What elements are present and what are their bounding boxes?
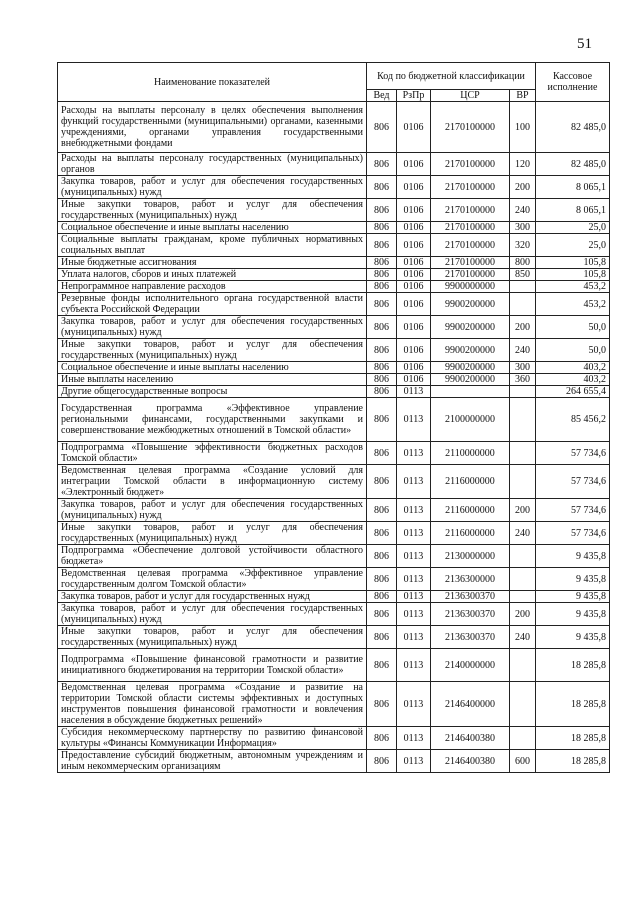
table-row	[58, 603, 610, 626]
rzpr-cell: 0106	[397, 153, 431, 176]
table-row	[58, 682, 610, 727]
vr-cell: 200	[510, 603, 536, 626]
ved-cell: 806	[367, 234, 397, 257]
vr-cell	[510, 281, 536, 293]
amount-cell: 82 485,0	[536, 102, 610, 153]
table-row	[58, 222, 610, 234]
csr-cell: 9900200000	[431, 339, 510, 362]
rzpr-cell: 0106	[397, 176, 431, 199]
row-name-cell: Ведомственная целевая программа «Создание условий для интеграции Томской области в информационную систему «Электронный бюджет»	[58, 465, 367, 499]
csr-cell: 2170100000	[431, 102, 510, 153]
rzpr-cell: 0106	[397, 102, 431, 153]
ved-cell: 806	[367, 316, 397, 339]
rzpr-cell: 0106	[397, 281, 431, 293]
row-name-cell: Закупка товаров, работ и услуг для обеспечения государственных (муниципальных) нужд	[58, 316, 367, 339]
vr-cell: 240	[510, 522, 536, 545]
amount-cell: 264 655,4	[536, 386, 610, 398]
row-name-cell: Ведомственная целевая программа «Создание и развитие на территории Томской области системы эффективных и доступных инструментов повышения финансовой грамотности и вовлечения населения в обсуждение бюджетных решений»	[58, 682, 367, 727]
row-name-cell: Иные бюджетные ассигнования	[58, 257, 367, 269]
csr-cell: 2136300000	[431, 568, 510, 591]
table-row	[58, 234, 610, 257]
ved-cell: 806	[367, 257, 397, 269]
rzpr-cell: 0113	[397, 682, 431, 727]
ved-cell: 806	[367, 750, 397, 773]
rzpr-cell: 0113	[397, 649, 431, 682]
amount-cell: 50,0	[536, 339, 610, 362]
vr-cell	[510, 545, 536, 568]
amount-cell: 18 285,8	[536, 750, 610, 773]
csr-cell: 2170100000	[431, 234, 510, 257]
header-csr: ЦСР	[431, 90, 510, 102]
csr-cell: 2146400380	[431, 727, 510, 750]
csr-cell: 9900000000	[431, 281, 510, 293]
row-name-cell: Другие общегосударственные вопросы	[58, 386, 367, 398]
row-name-cell: Подпрограмма «Повышение эффективности бюджетных расходов Томской области»	[58, 442, 367, 465]
csr-cell: 2136300370	[431, 626, 510, 649]
vr-cell	[510, 442, 536, 465]
amount-cell: 50,0	[536, 316, 610, 339]
amount-cell: 82 485,0	[536, 153, 610, 176]
csr-cell: 2130000000	[431, 545, 510, 568]
vr-cell: 200	[510, 499, 536, 522]
row-name-cell: Социальное обеспечение и иные выплаты населению	[58, 362, 367, 374]
vr-cell: 240	[510, 339, 536, 362]
rzpr-cell: 0113	[397, 727, 431, 750]
rzpr-cell: 0106	[397, 222, 431, 234]
amount-cell: 8 065,1	[536, 199, 610, 222]
ved-cell: 806	[367, 153, 397, 176]
vr-cell: 300	[510, 222, 536, 234]
amount-cell: 105,8	[536, 269, 610, 281]
table-row	[58, 545, 610, 568]
vr-cell: 800	[510, 257, 536, 269]
ved-cell: 806	[367, 603, 397, 626]
ved-cell: 806	[367, 591, 397, 603]
table-row	[58, 442, 610, 465]
vr-cell	[510, 727, 536, 750]
amount-cell: 57 734,6	[536, 442, 610, 465]
vr-cell: 850	[510, 269, 536, 281]
row-name-cell: Ведомственная целевая программа «Эффективное управление государственным долгом Томской области»	[58, 568, 367, 591]
rzpr-cell: 0113	[397, 591, 431, 603]
csr-cell: 2170100000	[431, 257, 510, 269]
vr-cell	[510, 682, 536, 727]
amount-cell: 403,2	[536, 374, 610, 386]
amount-cell: 18 285,8	[536, 682, 610, 727]
rzpr-cell: 0113	[397, 465, 431, 499]
ved-cell: 806	[367, 682, 397, 727]
csr-cell: 2136300370	[431, 591, 510, 603]
vr-cell: 240	[510, 626, 536, 649]
ved-cell: 806	[367, 199, 397, 222]
vr-cell	[510, 398, 536, 442]
ved-cell: 806	[367, 442, 397, 465]
table-row	[58, 398, 610, 442]
row-name-cell: Подпрограмма «Обеспечение долговой устойчивости областного бюджета»	[58, 545, 367, 568]
amount-cell: 57 734,6	[536, 522, 610, 545]
vr-cell: 200	[510, 176, 536, 199]
rzpr-cell: 0106	[397, 234, 431, 257]
ved-cell: 806	[367, 522, 397, 545]
table-row	[58, 281, 610, 293]
csr-cell: 2170100000	[431, 269, 510, 281]
header-rzpr: РзПр	[397, 90, 431, 102]
amount-cell: 8 065,1	[536, 176, 610, 199]
csr-cell: 2170100000	[431, 176, 510, 199]
csr-cell: 2100000000	[431, 398, 510, 442]
row-name-cell: Социальные выплаты гражданам, кроме публичных нормативных социальных выплат	[58, 234, 367, 257]
rzpr-cell: 0106	[397, 339, 431, 362]
ved-cell: 806	[367, 293, 397, 316]
csr-cell: 2116000000	[431, 465, 510, 499]
vr-cell: 600	[510, 750, 536, 773]
row-name-cell: Закупка товаров, работ и услуг для обеспечения государственных (муниципальных) нужд	[58, 176, 367, 199]
row-name-cell: Расходы на выплаты персоналу государственных (муниципальных) органов	[58, 153, 367, 176]
ved-cell: 806	[367, 626, 397, 649]
vr-cell: 200	[510, 316, 536, 339]
amount-cell: 403,2	[536, 362, 610, 374]
ved-cell: 806	[367, 386, 397, 398]
row-name-cell: Иные закупки товаров, работ и услуг для обеспечения государственных (муниципальных) нужд	[58, 199, 367, 222]
csr-cell: 2170100000	[431, 153, 510, 176]
table-row	[58, 522, 610, 545]
vr-cell	[510, 293, 536, 316]
ved-cell: 806	[367, 499, 397, 522]
table-row	[58, 386, 610, 398]
table-row	[58, 362, 610, 374]
row-name-cell: Уплата налогов, сборов и иных платежей	[58, 269, 367, 281]
table-row	[58, 465, 610, 499]
ved-cell: 806	[367, 102, 397, 153]
budget-table	[57, 62, 610, 773]
ved-cell: 806	[367, 362, 397, 374]
csr-cell: 9900200000	[431, 374, 510, 386]
header-vr: ВР	[510, 90, 536, 102]
table-row	[58, 568, 610, 591]
row-name-cell: Резервные фонды исполнительного органа государственной власти субъекта Российской Федерации	[58, 293, 367, 316]
csr-cell: 2146400380	[431, 750, 510, 773]
rzpr-cell: 0113	[397, 568, 431, 591]
csr-cell: 2110000000	[431, 442, 510, 465]
rzpr-cell: 0106	[397, 293, 431, 316]
amount-cell: 18 285,8	[536, 649, 610, 682]
table-row	[58, 727, 610, 750]
amount-cell: 85 456,2	[536, 398, 610, 442]
table-row	[58, 153, 610, 176]
amount-cell: 9 435,8	[536, 591, 610, 603]
row-name-cell: Социальное обеспечение и иные выплаты населению	[58, 222, 367, 234]
csr-cell: 2136300370	[431, 603, 510, 626]
vr-cell	[510, 649, 536, 682]
page-number: 51	[577, 36, 592, 52]
csr-cell: 2146400000	[431, 682, 510, 727]
csr-cell: 2140000000	[431, 649, 510, 682]
table-row	[58, 750, 610, 773]
rzpr-cell: 0106	[397, 374, 431, 386]
rzpr-cell: 0106	[397, 257, 431, 269]
header-code-group: Код по бюджетной классификации	[367, 63, 536, 90]
rzpr-cell: 0106	[397, 362, 431, 374]
csr-cell: 2170100000	[431, 199, 510, 222]
rzpr-cell: 0113	[397, 750, 431, 773]
rzpr-cell: 0113	[397, 386, 431, 398]
table-row	[58, 102, 610, 153]
ved-cell: 806	[367, 339, 397, 362]
amount-cell: 18 285,8	[536, 727, 610, 750]
table-row	[58, 199, 610, 222]
ved-cell: 806	[367, 649, 397, 682]
table-row	[58, 269, 610, 281]
rzpr-cell: 0113	[397, 545, 431, 568]
csr-cell: 2116000000	[431, 499, 510, 522]
amount-cell: 57 734,6	[536, 465, 610, 499]
vr-cell: 360	[510, 374, 536, 386]
csr-cell: 9900200000	[431, 293, 510, 316]
rzpr-cell: 0113	[397, 499, 431, 522]
vr-cell: 120	[510, 153, 536, 176]
table-row	[58, 374, 610, 386]
amount-cell: 25,0	[536, 222, 610, 234]
rzpr-cell: 0113	[397, 603, 431, 626]
vr-cell: 240	[510, 199, 536, 222]
csr-cell: 2170100000	[431, 222, 510, 234]
vr-cell	[510, 465, 536, 499]
amount-cell: 9 435,8	[536, 626, 610, 649]
ved-cell: 806	[367, 222, 397, 234]
ved-cell: 806	[367, 281, 397, 293]
vr-cell: 100	[510, 102, 536, 153]
rzpr-cell: 0113	[397, 626, 431, 649]
amount-cell: 453,2	[536, 293, 610, 316]
table-row	[58, 293, 610, 316]
row-name-cell: Закупка товаров, работ и услуг для обеспечения государственных (муниципальных) нужд	[58, 499, 367, 522]
ved-cell: 806	[367, 176, 397, 199]
amount-cell: 9 435,8	[536, 568, 610, 591]
amount-cell: 105,8	[536, 257, 610, 269]
rzpr-cell: 0113	[397, 442, 431, 465]
csr-cell: 9900200000	[431, 316, 510, 339]
table-row	[58, 649, 610, 682]
row-name-cell: Иные закупки товаров, работ и услуг для обеспечения государственных (муниципальных) нужд	[58, 626, 367, 649]
header-amount: Кассовое исполнение	[536, 63, 610, 102]
ved-cell: 806	[367, 269, 397, 281]
table-row	[58, 626, 610, 649]
row-name-cell: Иные выплаты населению	[58, 374, 367, 386]
table-row	[58, 176, 610, 199]
amount-cell: 25,0	[536, 234, 610, 257]
header-name: Наименование показателей	[58, 63, 367, 102]
amount-cell: 9 435,8	[536, 603, 610, 626]
row-name-cell: Непрограммное направление расходов	[58, 281, 367, 293]
table-row	[58, 339, 610, 362]
csr-cell: 2116000000	[431, 522, 510, 545]
rzpr-cell: 0113	[397, 398, 431, 442]
rzpr-cell: 0106	[397, 269, 431, 281]
table-row	[58, 316, 610, 339]
ved-cell: 806	[367, 568, 397, 591]
amount-cell: 453,2	[536, 281, 610, 293]
header-ved: Вед	[367, 90, 397, 102]
ved-cell: 806	[367, 465, 397, 499]
ved-cell: 806	[367, 374, 397, 386]
ved-cell: 806	[367, 727, 397, 750]
row-name-cell: Иные закупки товаров, работ и услуг для обеспечения государственных (муниципальных) нужд	[58, 339, 367, 362]
row-name-cell: Иные закупки товаров, работ и услуг для обеспечения государственных (муниципальных) нужд	[58, 522, 367, 545]
rzpr-cell: 0106	[397, 199, 431, 222]
vr-cell	[510, 568, 536, 591]
row-name-cell: Закупка товаров, работ и услуг для обеспечения государственных (муниципальных) нужд	[58, 603, 367, 626]
table-row	[58, 257, 610, 269]
ved-cell: 806	[367, 398, 397, 442]
csr-cell: 9900200000	[431, 362, 510, 374]
vr-cell: 320	[510, 234, 536, 257]
amount-cell: 57 734,6	[536, 499, 610, 522]
vr-cell: 300	[510, 362, 536, 374]
row-name-cell: Субсидия некоммерческому партнерству по развитию финансовой культуры «Финансы Коммуникации Информация»	[58, 727, 367, 750]
ved-cell: 806	[367, 545, 397, 568]
row-name-cell: Предоставление субсидий бюджетным, автономным учреждениям и иным некоммерческим организациям	[58, 750, 367, 773]
table-row	[58, 591, 610, 603]
table-row	[58, 499, 610, 522]
row-name-cell: Закупка товаров, работ и услуг для государственных нужд	[58, 591, 367, 603]
rzpr-cell: 0113	[397, 522, 431, 545]
csr-cell	[431, 386, 510, 398]
row-name-cell: Расходы на выплаты персоналу в целях обеспечения выполнения функций государственными (муниципальными) органами, казенными учреждениями, органами управления государственными внебюджетными фондами	[58, 102, 367, 153]
row-name-cell: Государственная программа «Эффективное управление региональными финансами, государственными закупками и совершенствование межбюджетных отношений в Томской области»	[58, 398, 367, 442]
vr-cell	[510, 591, 536, 603]
vr-cell	[510, 386, 536, 398]
row-name-cell: Подпрограмма «Повышение финансовой грамотности и развитие инициативного бюджетирования на территории Томской области»	[58, 649, 367, 682]
rzpr-cell: 0106	[397, 316, 431, 339]
amount-cell: 9 435,8	[536, 545, 610, 568]
